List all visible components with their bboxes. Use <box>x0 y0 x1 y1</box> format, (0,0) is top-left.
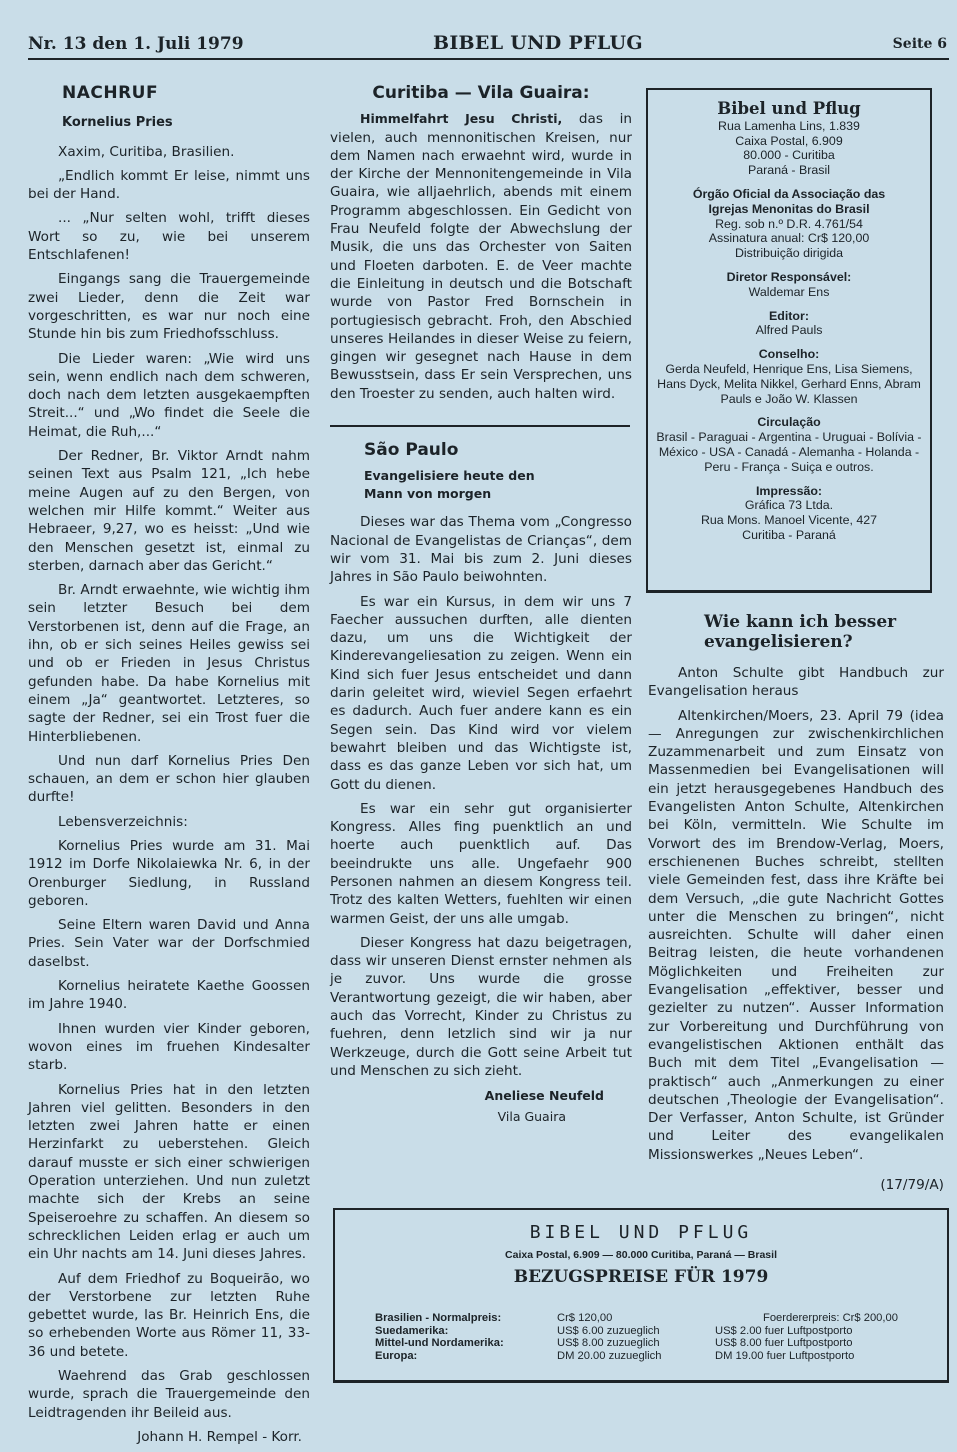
issue-date: Nr. 13 den 1. Juli 1979 <box>28 34 244 54</box>
section-divider <box>330 425 630 427</box>
address-line: Rua Lamenha Lins, 1.839 <box>718 118 860 133</box>
table-row <box>375 1337 902 1350</box>
editor-label: Editor: <box>769 308 809 323</box>
curitiba-body: das in vielen, auch mennonitischen Kreisen, nur dem Namen nach erwaehnt wird, wurde in der Kirche der Mennonitengemeinde in Vila Guaira, wie alljaehrlich, abends mit einem Programm abgeschlossen. Ein Gedicht von Frau Neufeld folgte der Abwechslung der Musik, die uns das Orchester von Saiten und Floeten darboten. E. de Veer machte die Einleitung in deutsch und die Botschaft wurde von Pastor Fred Bornschein in portugiesisch gebracht. Froh, den Abschied unseres Heilandes in dieser Weise zu feiern, gingen wir gesegnet nach Hause in dem Bewusstsein, dass Er sein Versprechen, uns den Troester zu senden, auch halten wird. <box>330 111 632 402</box>
amount: US$ 8.00 zuzueglich <box>557 1337 660 1350</box>
curitiba-title: Curitiba — Vila Guaira: <box>372 83 590 103</box>
table-row <box>375 1350 902 1363</box>
saopaulo-title: São Paulo <box>364 440 459 461</box>
organ-line: Igrejas Menonitas do Brasil <box>708 201 870 216</box>
print-line: Rua Mons. Manoel Vicente, 427 <box>700 513 878 528</box>
table-row <box>375 1312 902 1325</box>
editor-name: Alfred Pauls <box>755 323 823 338</box>
paragraph: Kornelius Pries hat in den letzten Jahren viel gelitten. Besonders in den letzten zwei Jahren hatte er einen Herzinfarkt zu ueberstehen. Gleich darauf musste er sich einer schwierigen Operation unterziehen. Und nun zuletzt machte sich der Krebs an seine Speiseroehre zu schaffen. An diesem so schrecklichen Leiden erlag er auch um ein Uhr nachts am 14. Juni dieses Jahres. <box>28 1081 310 1263</box>
impressum-box <box>646 88 932 593</box>
paragraph: Auf dem Friedhof zu Boqueirão, wo der Verstorbene zur letzten Ruhe gebettet wurde, las Br. Heinrich Ens, die so erhebenden Worte aus Römer 11, 33-36 und betete. <box>28 1270 310 1360</box>
paragraph: Der Redner, Br. Viktor Arndt nahm seinen Text aus Psalm 121, „Ich hebe meine Augen auf zu den Bergen, von welchen mir Hilfe kommt.“ Weiter aus Hebraeer, 9,27, wo es heisst: „Und wie den Menschen gesetzt ist, einmal zu sterben, darnach aber das Gericht.“ <box>28 448 310 574</box>
paragraph: Altenkirchen/Moers, 23. April 79 (idea — Anregungen zur zwischenkirchlichen Zuzammenarbeit und zum Einsatz von Massenmedien bei Evangelisationen will ein jetzt herausgegebenes Handbuch des Evangelisten Anton Schulte, Altenkirchen bei Köln, vermitteln. Wie Schulte im Vorwort des im Brendow-Verlag, Moers, erschienenen Buches schreibt, stellten viele Gemeinden fest, dass ihre Kräfte bei dem Versuch, „die gute Nachricht Gottes unter die Menschen zu bringen“, nicht ausreichten. Schulte will daher einen Beitrag leisten, die heute vorhandenen Möglichkeiten und Freiheiten zur Evangelisation „effektiver, besser und gezielter zu nutzen“. Ausser Information zur Vorbereitung und Durchführung von evangelistischen Aktionen enthält das Buch mit dem Titel „Evangelisation — praktisch“ auch „Anmerkungen zu einer deutschen ‚Theologie der Evangelisation“. Der Verfasser, Anton Schulte, ist Gründer und Leiter des evangelikalen Missionswerkes „Neues Leben“. <box>648 707 944 1163</box>
saopaulo-author-place: Vila Guaira <box>497 1109 566 1125</box>
nachruf-article <box>28 80 310 1452</box>
editor-block <box>648 309 930 339</box>
paragraph: Es war ein sehr gut organisierter Kongress. Alles fing puenktlich an und hoerte auch puenktlich auf. Das beeindrukte uns alle. Ungefaehr 900 Personen nahmen an diesem Kongress teil. Trotz des kalten Wetters, fuehlten wir einen warmen Geist, der uns alle umgab. <box>330 800 632 927</box>
amount: Cr$ 120,00 <box>557 1312 613 1324</box>
circulation-label: Circulação <box>757 415 821 430</box>
nachruf-title: NACHRUF <box>62 83 159 103</box>
paragraph: Dieses war das Thema vom „Congresso Nacional de Evangelistas de Crianças“, dem wir vom 31. Mai bis zum 2. Juni dieses Jahres in São Paulo beiwohnten. <box>330 514 632 586</box>
print-block <box>648 484 930 543</box>
address-line: 80.000 - Curitiba <box>743 148 835 163</box>
print-line: Gráfica 73 Ltda. <box>744 498 834 513</box>
print-label: Impressão: <box>755 483 823 498</box>
region: Mittel-und Nordamerika: <box>375 1337 504 1350</box>
subtitle-line: Evangelisiere heute den <box>364 468 535 484</box>
prices-subtitle: BEZUGSPREISE FÜR 1979 <box>513 1267 769 1287</box>
council-block <box>648 347 930 406</box>
paragraph: Und nun darf Kornelius Pries Den schauen, an dem er schon hier glauben durfte! <box>28 752 310 806</box>
organ-line: Órgão Oficial da Associação das <box>692 186 886 201</box>
paragraph: Xaxim, Curitiba, Brasilien. <box>58 143 235 160</box>
prices-table <box>375 1312 902 1362</box>
saopaulo-subtitle <box>364 467 632 503</box>
middle-column <box>330 80 632 1130</box>
paragraph: Kornelius heiratete Kaethe Goossen im Jahre 1940. <box>28 978 310 1013</box>
curitiba-lead: Himmelfahrt Jesu Christi, <box>360 111 563 127</box>
subtitle-line: Mann von morgen <box>364 486 492 502</box>
subscription-prices-box <box>333 1208 949 1383</box>
extra: US$ 2.00 fuer Luftpostporto <box>715 1324 853 1337</box>
council-label: Conselho: <box>758 347 820 362</box>
region: Europa: <box>375 1349 418 1362</box>
paragraph: ... „Nur selten wohl, trifft dieses Wort so zu, wie bei unserem Entschlafenen! <box>28 210 310 264</box>
paragraph: Die Lieder waren: „Wie wird uns sein, wenn endlich nach dem schweren, doch nach dem letzten ausgekaempften Streit...“ und „Wo findet die Seele die Heimat, die Ruh,...“ <box>28 350 310 440</box>
paragraph: Anton Schulte gibt Handbuch zur Evangelisation heraus <box>648 665 944 700</box>
region: Suedamerika: <box>375 1324 449 1337</box>
paragraph: Br. Arndt erwaehnte, wie wichtig ihm sein letzter Besuch bei dem Verstorbenen ist, denn auf die Frage, an ihn, ob er sich seines Heiles gewiss sei und ob er Frieden in Jesus Christus gefunden habe. Da habe Kornelius mit einem „Ja“ geantwortet. Letzteres, so sagte der Redner, sei ein Trost fuer die Hinterbliebenen. <box>28 582 310 745</box>
circulation-block <box>648 415 930 474</box>
saopaulo-author: Aneliese Neufeld <box>484 1088 604 1104</box>
distribution: Distribuição dirigida <box>734 246 844 261</box>
curitiba-paragraph <box>330 110 632 403</box>
evangelisieren-title <box>704 612 944 652</box>
organ-block <box>648 187 930 261</box>
page-number: Seite 6 <box>892 36 947 52</box>
extra: US$ 8.00 fuer Luftpostporto <box>715 1337 853 1350</box>
running-header <box>28 30 949 60</box>
title-line: Wie kann ich besser <box>704 612 897 632</box>
amount: DM 20.00 zuzueglich <box>557 1349 662 1362</box>
paragraph: Waehrend das Grab geschlossen wurde, sprach die Trauergemeinde den Leidtragenden ihr Beileid aus. <box>28 1368 310 1421</box>
prices-title: BIBEL UND PFLUG <box>529 1222 753 1243</box>
extra: Foerdererpreis: Cr$ 200,00 <box>763 1312 898 1324</box>
paragraph: Seine Eltern waren David und Anna Pries. Sein Vater war der Dorfschmied daselbst. <box>28 917 310 970</box>
title-line: evangelisieren? <box>704 632 853 652</box>
masthead-title: BIBEL UND PFLUG <box>433 32 643 54</box>
council-names: Gerda Neufeld, Henrique Ens, Lisa Siemens, Hans Dyck, Melita Nikkel, Gerhard Enns, Abram Pauls e João W. Klassen <box>657 361 921 406</box>
paragraph: Lebensverzeichnis: <box>58 813 188 830</box>
paragraph: „Endlich kommt Er leise, nimmt uns bei der Hand. <box>28 167 310 203</box>
paragraph: Es war ein Kursus, in dem wir uns 7 Faecher aussuchen durften, alle dienten dazu, um uns die Wichtigkeit der Kinderevangeliesation zu zeigen. Wenn ein Kind sich fuer Jesus entscheidet und dann darin geleitet wird, wieviel Segen erfaehrt es dadurch. Auch fuer andere kann es ein Segen sein. Das Kind wird vor vielem bewahrt bleiben und das Wichtigste ist, dass es das ganze Leben vor sich hat, um Gott du dienen. <box>330 593 632 793</box>
extra: DM 19.00 fuer Luftpostporto <box>715 1349 855 1362</box>
paragraph: Kornelius Pries wurde am 31. Mai 1912 im Dorfe Nikolaiewka Nr. 6, in der Orenburger Siedlung, in Russland geboren. <box>28 837 310 909</box>
address-line: Paraná - Brasil <box>748 163 830 178</box>
print-line: Curitiba - Paraná <box>742 527 836 542</box>
subscription-price: Assinatura anual: Cr$ 120,00 <box>708 231 870 246</box>
impressum-title: Bibel und Pflug <box>717 99 861 118</box>
director-label: Diretor Responsável: <box>726 269 852 284</box>
paragraph: Ihnen wurden vier Kinder geboren, wovon eines im fruehen Kindesalter starb. <box>28 1020 310 1074</box>
prices-address: Caixa Postal, 6.909 — 80.000 Curitiba, Paraná — Brasil <box>505 1249 777 1261</box>
evangelisieren-article <box>648 606 944 1194</box>
circulation-countries: Brasil - Paraguai - Argentina - Uruguai - Bolívia - México - USA - Canadá - Alemanha - Holanda - Peru - França - Suiça e outros. <box>656 430 922 474</box>
address-line: Caixa Postal, 6.909 <box>735 133 843 148</box>
director-block <box>648 270 930 300</box>
paragraph: Dieser Kongress hat dazu beigetragen, dass wir unseren Dienst ernster nehmen als je zuvor. Uns wurde die grosse Verantwortung gezeigt, die wir haben, aber auch das Vorrecht, Kinder zu Christus zu fuehren, denn letzlich sind wir ja nur Werkzeuge, durch die Gott seine Arbeit tut und Menschen zu sich zieht. <box>330 934 632 1079</box>
nachruf-author: Johann H. Rempel - Korr. <box>137 1428 302 1445</box>
table-row <box>375 1325 902 1338</box>
deceased-name: Kornelius Pries <box>62 115 173 131</box>
registration: Reg. sob n.º D.R. 4.761/54 <box>715 216 863 231</box>
paragraph: Eingangs sang die Trauergemeinde zwei Lieder, denn die Zeit war vorgeschritten, es war nur noch eine Stunde hin bis zum Friedhofsschluss. <box>28 271 310 343</box>
region: Brasilien - Normalpreis: <box>375 1312 502 1324</box>
article-reference: (17/79/A) <box>880 1177 944 1194</box>
amount: US$ 6.00 zuzueglich <box>557 1324 660 1337</box>
director-name: Waldemar Ens <box>748 284 830 299</box>
